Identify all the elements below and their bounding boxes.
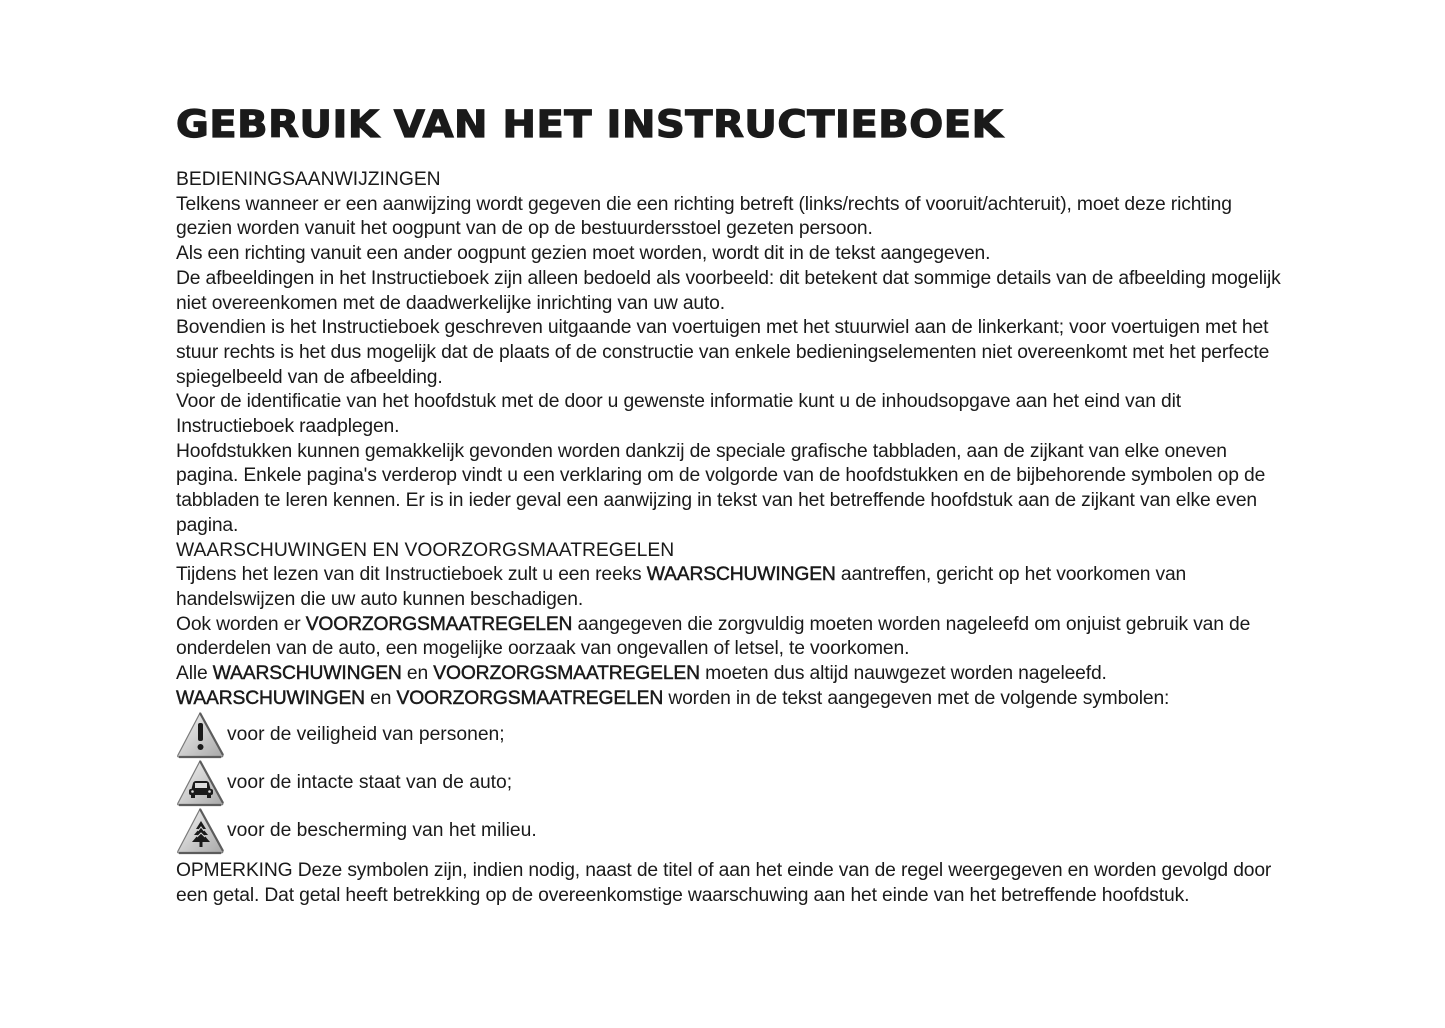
emphasis: VOORZORGSMAATREGELEN bbox=[305, 613, 573, 635]
warning-person-icon bbox=[176, 711, 226, 759]
emphasis: WAARSCHUWINGEN bbox=[646, 564, 836, 586]
paragraph: Telkens wanneer er een aanwijzing wordt gegeven die een richting betreft (links/rechts of vooruit/achteruit), moet deze richting gezien worden vanuit het oogpunt van de op de bestuurdersstoel gezeten persoon. bbox=[176, 193, 1232, 240]
paragraph: Bovendien is het Instructieboek geschreven uitgaande van voertuigen met het stuurwiel aan de linkerkant; voor voertuigen met het stuur rechts is het dus mogelijk dat de plaats of de constructie van enkele bedieningselementen niet overeenkomt met het perfecte spiegelbeeld van de afbeelding. bbox=[176, 317, 1270, 388]
emphasis: VOORZORGSMAATREGELEN bbox=[433, 663, 700, 685]
emphasis: VOORZORGSMAATREGELEN bbox=[396, 687, 664, 709]
paragraph-observe-all bbox=[176, 662, 1291, 687]
text: aantreffen, gericht op het voorkomen van handelswijzen die uw auto kunnen beschadigen. bbox=[176, 564, 1187, 610]
symbol-row-persons bbox=[176, 711, 1291, 759]
symbol-row-car bbox=[176, 759, 1291, 807]
paragraph-symbols-intro bbox=[176, 687, 1291, 712]
warning-environment-icon bbox=[176, 807, 226, 855]
text: worden in de tekst aangegeven met de volgende symbolen: bbox=[663, 687, 1170, 709]
text: aangegeven die zorgvuldig moeten worden nageleefd om onjuist gebruik van de onderdelen van de auto, een mogelijke oorzaak van ongevallen of letsel, te voorkomen. bbox=[176, 613, 1251, 660]
text: en bbox=[364, 687, 397, 709]
emphasis: WAARSCHUWINGEN bbox=[212, 663, 402, 685]
text: Tijdens het lezen van dit Instructieboek zult u een reeks bbox=[176, 564, 647, 586]
paragraph: Als een richting vanuit een ander oogpunt gezien moet worden, wordt dit in de tekst aangegeven. bbox=[176, 243, 991, 265]
paragraph: Hoofdstukken kunnen gemakkelijk gevonden worden dankzij de speciale grafische tabbladen, aan de zijkant van elke oneven pagina. Enkele pagina's verderop vindt u een verklaring om de volgorde van de hoofdstukken en de bijbehorende symbolen op de tabbladen te leren kennen. Er is in ieder geval een aanwijzing in tekst van het betreffende hoofdstuk aan de zijkant van elke even pagina. bbox=[176, 440, 1266, 536]
text: en bbox=[401, 663, 434, 685]
paragraph: Voor de identificatie van het hoofdstuk met de door u gewenste informatie kunt u de inhoudsopgave aan het eind van dit Instructieboek raadplegen. bbox=[176, 391, 1181, 438]
text: Alle bbox=[176, 663, 213, 685]
manual-page bbox=[176, 100, 1291, 909]
page-title: GEBRUIK VAN HET INSTRUCTIEBOEK bbox=[176, 103, 1004, 146]
warning-car-icon bbox=[176, 759, 226, 807]
section-heading-warnings: WAARSCHUWINGEN EN VOORZORGSMAATREGELEN bbox=[176, 539, 675, 561]
paragraph-warnings-intro bbox=[176, 563, 1291, 612]
emphasis: WAARSCHUWINGEN bbox=[176, 687, 365, 709]
text: moeten dus altijd nauwgezet worden nageleefd. bbox=[699, 663, 1107, 685]
text: Ook worden er bbox=[176, 613, 306, 635]
note-paragraph: OPMERKING Deze symbolen zijn, indien nodig, naast de titel of aan het einde van de regel weergegeven en worden gevolgd door een getal. Dat getal heeft betrekking op de overeenkomstige waarschuwing aan het einde van het betreffende hoofdstuk. bbox=[176, 860, 1272, 907]
symbol-label: voor de veiligheid van personen; bbox=[227, 724, 505, 746]
symbol-label: voor de intacte staat van de auto; bbox=[227, 772, 513, 794]
section-heading-operating-instructions: BEDIENINGSAANWIJZINGEN bbox=[176, 169, 441, 190]
paragraph: De afbeeldingen in het Instructieboek zijn alleen bedoeld als voorbeeld: dit betekent dat sommige details van de afbeelding mogelijk niet overeenkomen met de daadwerkelijke inrichting van uw auto. bbox=[176, 267, 1281, 314]
paragraph-precautions-intro bbox=[176, 613, 1291, 662]
symbol-row-environment bbox=[176, 807, 1291, 855]
symbol-label: voor de bescherming van het milieu. bbox=[227, 820, 537, 842]
